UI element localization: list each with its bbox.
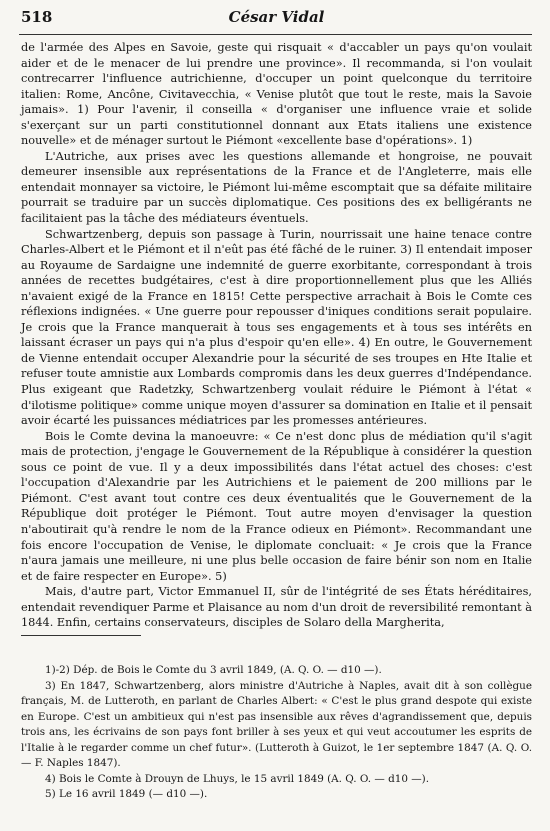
paragraph: Schwartzenberg, depuis son passage à Turin, nourrissait une haine tenace contre Charles-Albert et le Piémont et il n'eût pas été fâché de le ruiner. 3) Il entendait imposer au Royaume de Sardaigne une indemnité de guerre exorbitante, correspondant à trois années de recettes budgétaires, c'est à dire proportionnellement plus que les Alliés n'avaient exigé de la France en 1815! Cette perspective arrachait à Bois le Comte ces réflexions indignées. « Une guerre pour repousser d'iniques conditions serait populaire. Je crois que la France manquerait à tous ses engagements et à tous ses intérêts en laissant écraser un pays qui n'a plus d'espoir qu'en elle». 4) En outre, le Gouvernement de Vienne entendait occuper Alexandrie pour la sécurité de ses troupes en Hte Italie et refuser toute amnistie aux Lombards compromis dans les deux guerres d'Indépendance. Plus exigeant que Radetzky, Schwartzenberg voulait réduire le Piémont à l'état « d'ilotisme politique» comme unique moyen d'assurer sa domination en Italie et il pensait avoir écarté les puissances médiatrices par les promesses antérieures. <box>21 227 532 428</box>
paragraph: Bois le Comte devina la manoeuvre: « Ce n'est donc plus de médiation qu'il s'agit mais de protection, j'engage le Gouvernement de la République à considérer la question sous ce point de vue. Il y a deux impossibilités dans l'état actuel des choses: c'est l'occupation d'Alexandrie par les Autrichiens et le paiement de 200 millions par le Piémont. C'est avant tout contre ces deux éventualités que le Gouvernement de la République doit protéger le Piémont. Tout autre moyen d'envisager la question n'aboutirait qu'à rendre le nom de la France odieux en Piémont». Recommandant une fois encore l'occupation de Venise, le diplomate concluait: « Je crois que la France n'aura jamais une meilleure, ni une plus belle occasion de faire bénir son nom en Italie et de faire respecter en Europe». 5) <box>21 429 532 583</box>
footnote: 3) En 1847, Schwartzenberg, alors ministre d'Autriche à Naples, avait dit à son collègue français, M. de Lutteroth, en parlant de Charles Albert: « C'est le plus grand despote qui existe en Europe. C'est un ambitieux qui n'est pas insensible aux rêves d'agrandissement que, depuis trois ans, les écrivains de son pays font briller à ses yeux et qui veut accoutumer les esprits de l'Italie à le regarder comme un chef futur». (Lutteroth à Guizot, le 1er septembre 1847 (A. Q. O. — F. Naples 1847). <box>21 679 532 770</box>
running-head: César Vidal <box>228 8 325 26</box>
footnote: 1)-2) Dép. de Bois le Comte du 3 avril 1849, (A. Q. O. — d10 —). <box>45 664 382 676</box>
footnotes <box>21 663 532 803</box>
paragraph: L'Autriche, aux prises avec les questions allemande et hongroise, ne pouvait demeurer insensible aux représentations de la France et de l'Angleterre, mais elle entendait monnayer sa victoire, le Piémont lui-même escomptait que sa défaite militaire pourrait se traduire par un succès diplomatique. Ces positions des ex belligérants ne facilitaient pas la tâche des médiateurs éventuels. <box>21 149 532 226</box>
header-rule <box>19 34 532 35</box>
paragraph: de l'armée des Alpes en Savoie, geste qui risquait « d'accabler un pays qu'on voulait aider et de le menacer de lui prendre une province». Il recommanda, si l'on voulait contrecarrer l'influence autrichienne, d'occuper un point quelconque du territoire italien: Rome, Ancône, Civitavecchia, « Venise plutôt que tout le reste, mais la Savoie jamais». 1) Pour l'avenir, il conseilla « d'organiser une influence vraie et solide s'exerçant sur un parti constitutionnel donnant aux Etats italiens une existence nouvelle» et de ménager surtout le Piémont «excellente base d'opérations». 1) <box>21 41 532 148</box>
footnote: 5) Le 16 avril 1849 (— d10 —). <box>45 788 208 801</box>
paragraph: Mais, d'autre part, Victor Emmanuel II, sûr de l'intégrité de ses États héréditaires, entendait revendiquer Parme et Plaisance au nom d'un droit de reversibilité remontant à 1844. Enfin, certains conservateurs, disciples de Solaro della Margherita, <box>21 585 532 630</box>
footnote: 4) Bois le Comte à Drouyn de Lhuys, le 15 avril 1849 (A. Q. O. — d10 —). <box>45 772 430 785</box>
page-header <box>21 8 532 30</box>
footnote-rule <box>21 635 141 636</box>
body-text <box>21 40 532 631</box>
page-number: 518 <box>21 8 53 26</box>
